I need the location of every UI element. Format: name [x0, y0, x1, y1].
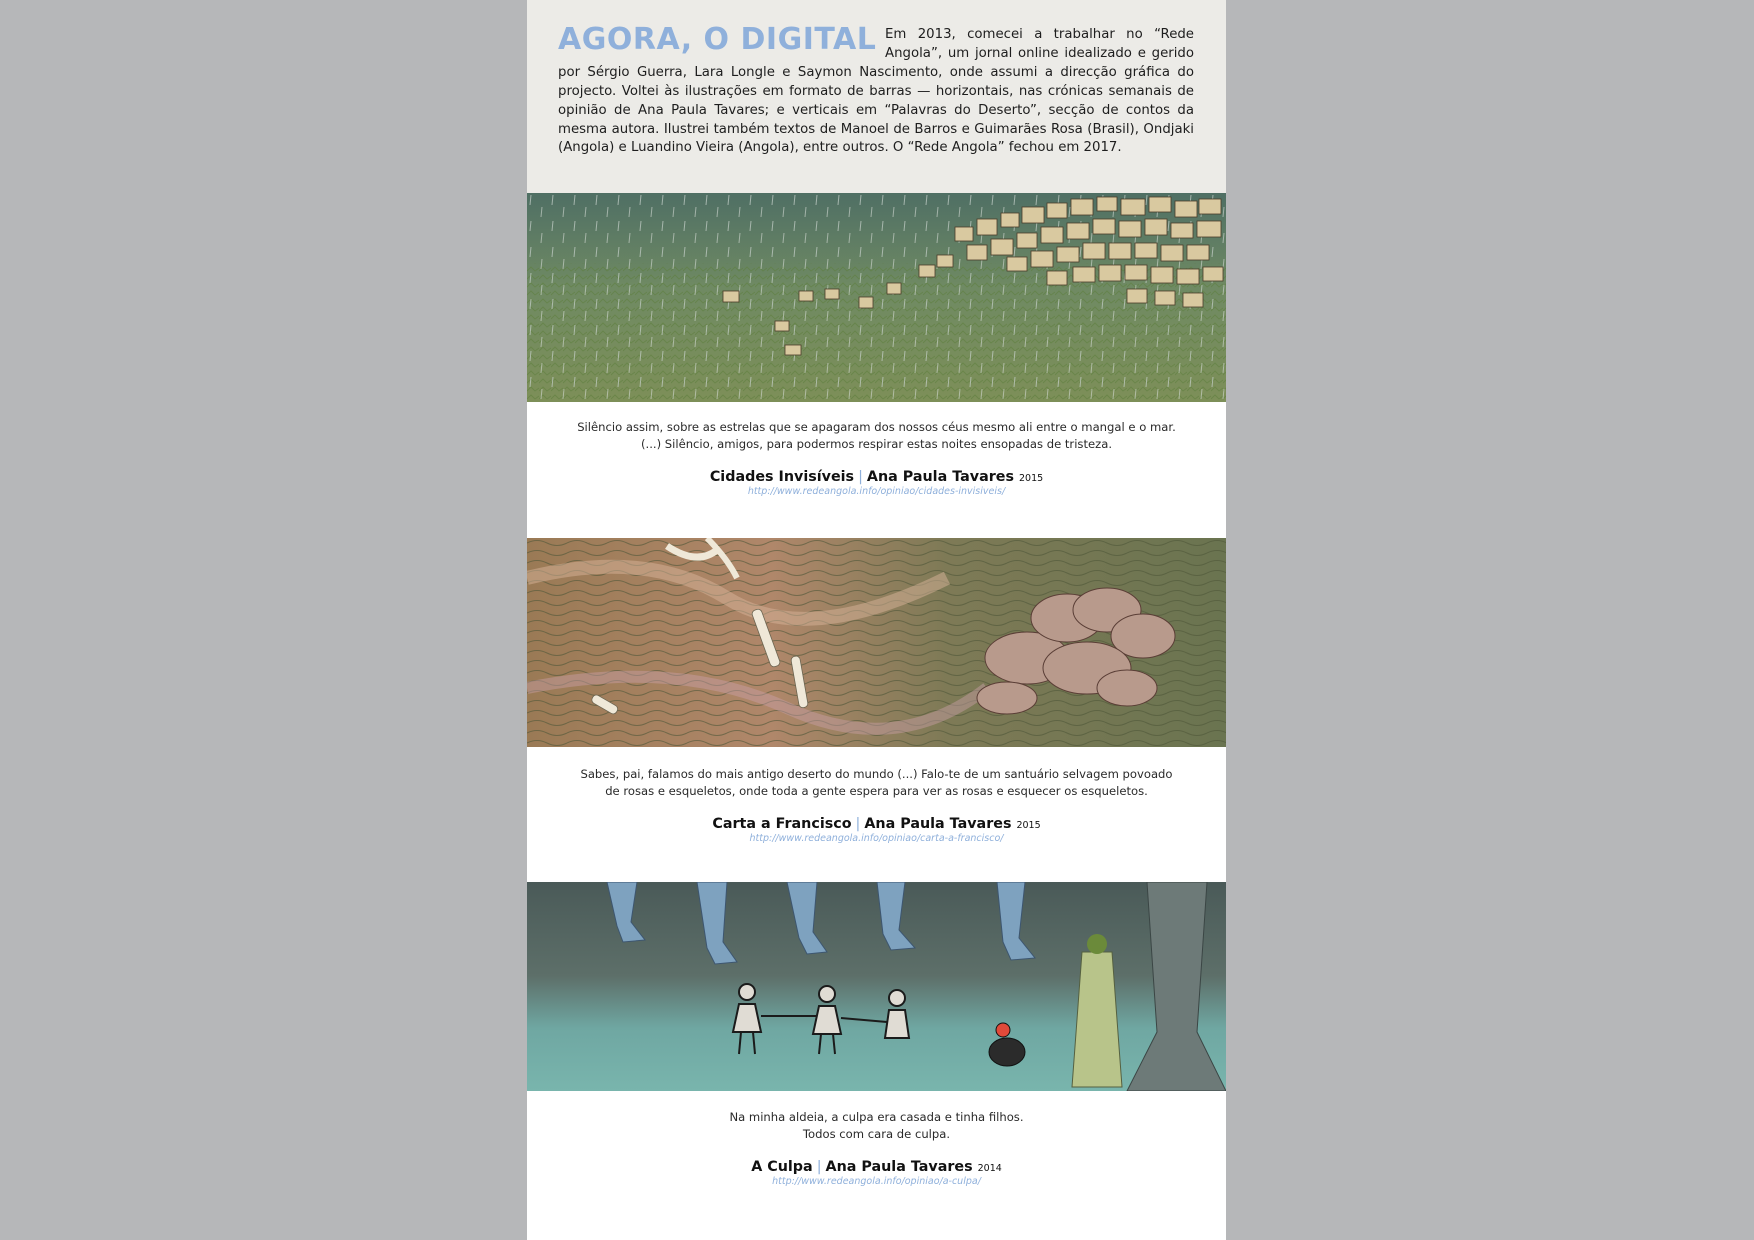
separator: | [855, 816, 861, 832]
rain-village-painting [527, 193, 1226, 402]
intro-text: Em 2013, comecei a trabalhar no “Rede Angola”, um jornal online idealizado e gerido por Sérgio Guerra, Lara Longle e Saymon Nascimento, onde assumi a direcção gráfica do projecto. Voltei às ilustrações em formato de barras — horizontais, nas crónicas semanais de opinião de Ana Paula Tavares; e verticais em “Palavras do Deserto”, secção de contos da mesma autora. Ilustrei também textos de Manoel de Barros e Guimarães Rosa (Brasil), Ondjaki (Angola) e Luandino Vieira (Angola), entre outros. O “Rede Angola” fechou em 2017. [558, 27, 1194, 156]
author: Ana Paula Tavares [825, 1159, 973, 1175]
source-link[interactable]: http://www.redeangola.info/opiniao/a-culpa/ [772, 1176, 981, 1187]
section-title: AGORA, O DIGITAL [558, 22, 877, 57]
illustration-carta-a-francisco [527, 538, 1226, 747]
year: 2015 [1016, 820, 1041, 831]
reference [527, 469, 1226, 485]
reference [527, 1159, 1226, 1175]
work-title: Carta a Francisco [712, 816, 852, 832]
illustration-a-culpa [527, 882, 1226, 1091]
reference [527, 816, 1226, 832]
quote-line: Silêncio assim, sobre as estrelas que se apagaram dos nossos céus mesmo ali entre o mangal e o mar. [577, 420, 1176, 434]
quote-line: de rosas e esqueletos, onde toda a gente espera para ver as rosas e esquecer os esqueletos. [605, 784, 1148, 798]
separator: | [816, 1159, 822, 1175]
caption-cidades-invisiveis [527, 419, 1226, 497]
quote-line: Sabes, pai, falamos do mais antigo deserto do mundo (...) Falo-te de um santuário selvagem povoado [580, 767, 1173, 781]
intro-paragraph [558, 26, 1194, 158]
document-page [527, 0, 1226, 1240]
illustration-cidades-invisiveis [527, 193, 1226, 402]
desert-rose-painting [527, 538, 1226, 747]
separator: | [858, 469, 863, 485]
year: 2015 [1019, 473, 1044, 484]
caption-carta-a-francisco [527, 766, 1226, 844]
pointing-hands-painting [527, 882, 1226, 1091]
quote-line: Todos com cara de culpa. [802, 1127, 951, 1141]
source-link[interactable]: http://www.redeangola.info/opiniao/cidades-invisiveis/ [747, 486, 1006, 497]
title-spacer [558, 26, 885, 63]
intro-panel [527, 0, 1226, 193]
quote-line: (...) Silêncio, amigos, para podermos respirar estas noites ensopadas de tristeza. [640, 437, 1113, 451]
author: Ana Paula Tavares [866, 469, 1014, 485]
quote-line: Na minha aldeia, a culpa era casada e tinha filhos. [729, 1110, 1024, 1124]
year: 2014 [977, 1163, 1002, 1174]
work-title: A Culpa [751, 1159, 813, 1175]
work-title: Cidades Invisíveis [709, 469, 855, 485]
caption-a-culpa [527, 1109, 1226, 1187]
source-link[interactable]: http://www.redeangola.info/opiniao/carta-a-francisco/ [749, 833, 1004, 844]
author: Ana Paula Tavares [864, 816, 1012, 832]
